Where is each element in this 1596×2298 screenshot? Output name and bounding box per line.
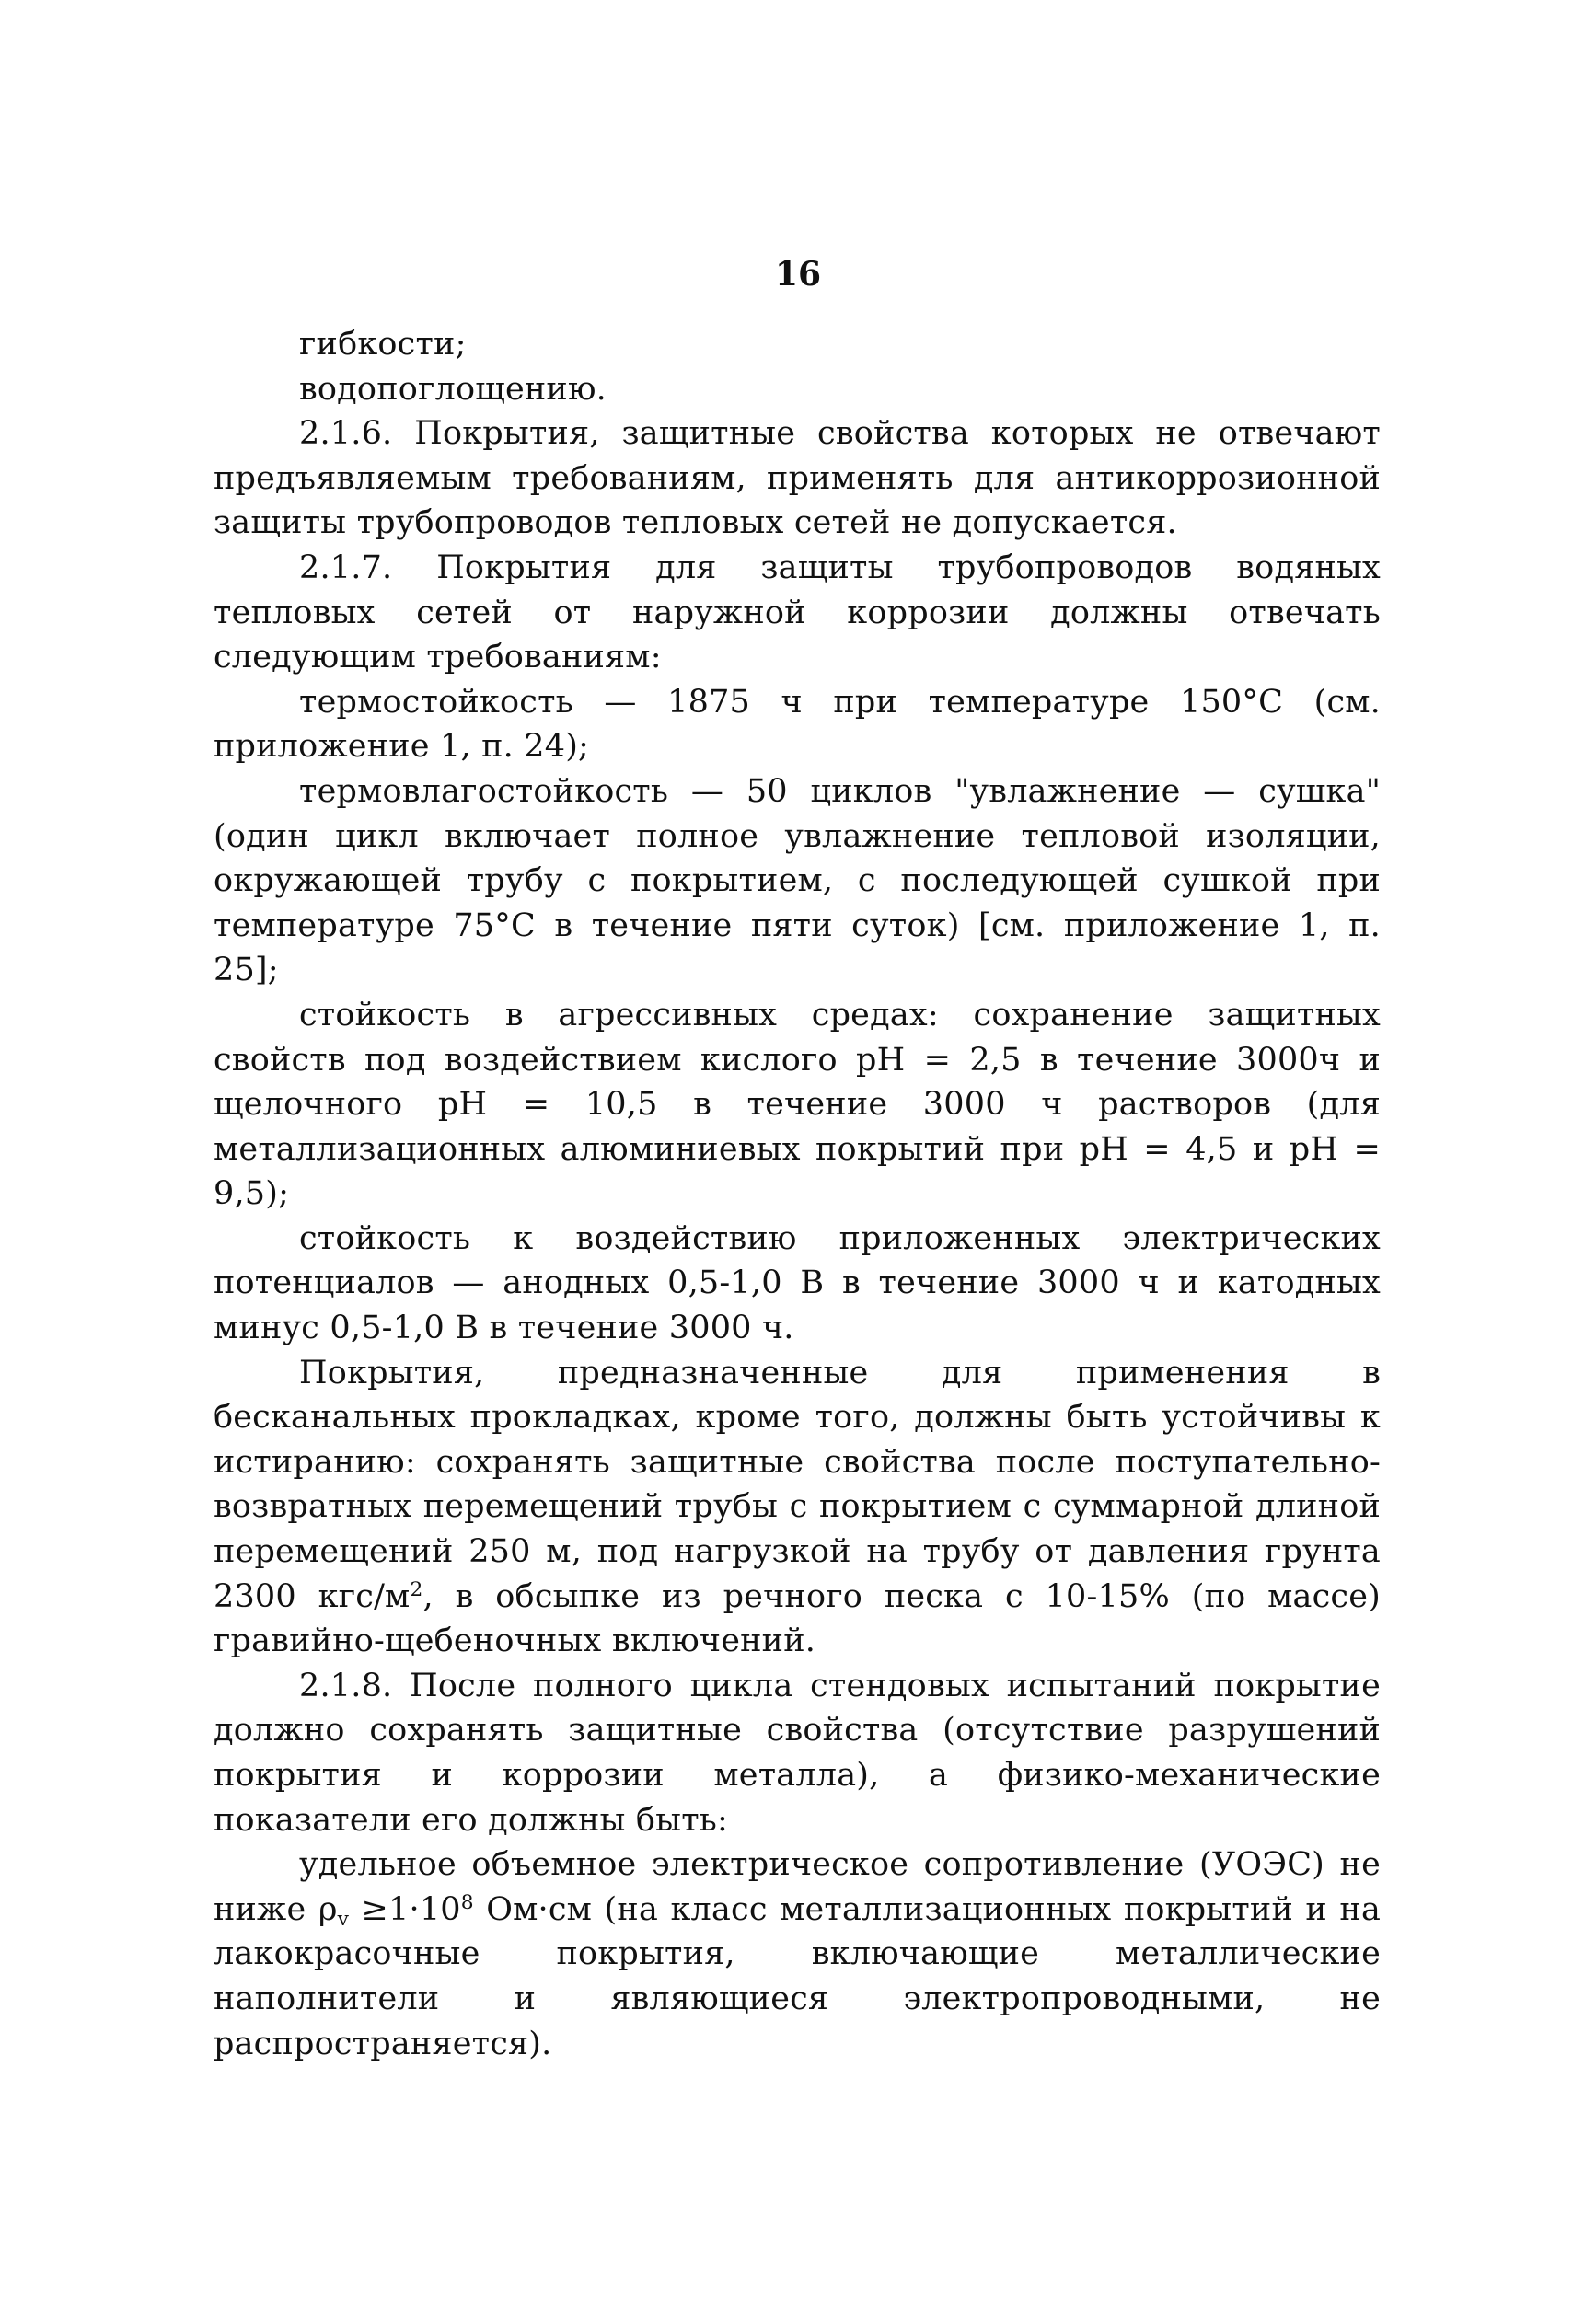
page-number: 16 [774, 255, 822, 294]
paragraph-text: 2.1.6. Покрытия, защитные свойства которых не отвечают предъявляемым требованиям, применять для антикоррозионной защиты трубопроводов тепловых сетей не допускается. [214, 415, 1381, 542]
list-item [214, 322, 1381, 367]
requirement-electric-potentials [214, 1217, 1381, 1351]
requirement-aggressive-media [214, 993, 1381, 1217]
requirement-resistivity [214, 1842, 1381, 2066]
requirement-thermo-moisture-resistance [214, 769, 1381, 993]
paragraph-text: стойкость в агрессивных средах: сохранение защитных свойств под воздействием кислого pH = 2,5 в течение 3000ч и щелочного pH = 10,5 в течение 3000 ч растворов (для металлизационных алюминиевых покрытий при pH = 4,5 и pH = 9,5); [214, 996, 1381, 1213]
paragraph-text: ≥1·10 [349, 1890, 461, 1928]
superscript: 2 [410, 1577, 423, 1601]
paragraph-text: стойкость к воздействию приложенных электрических потенциалов — анодных 0,5-1,0 В в течение 3000 ч и катодных минус 0,5-1,0 В в течение 3000 ч. [214, 1219, 1381, 1347]
requirement-abrasion [214, 1351, 1381, 1664]
paragraph-text: удельное объемное электрическое сопротивление (УОЭС) не ниже ρ [214, 1846, 1381, 1928]
requirement-heat-resistance [214, 680, 1381, 769]
paragraph-text: , в обсыпке из речного песка с 10-15% (по массе) гравийно-щебеночных включений. [214, 1577, 1381, 1660]
clause-2-1-7 [214, 546, 1381, 680]
clause-2-1-6 [214, 411, 1381, 546]
paragraph-text: водопоглощению. [299, 370, 607, 408]
paragraph-text: 2.1.7. Покрытия для защиты трубопроводов водяных тепловых сетей от наружной коррозии должны отвечать следующим требованиям: [214, 549, 1381, 676]
subscript: v [337, 1908, 350, 1932]
paragraph-text: Ом·см (на класс металлизационных покрытий и на лакокрасочные покрытия, включающие металлические наполнители и являющиеся электропроводными, не распространяется). [214, 1890, 1382, 2062]
clause-2-1-8 [214, 1664, 1381, 1842]
list-item [214, 367, 1381, 412]
document-body [214, 322, 1381, 2066]
paragraph-text: термостойкость — 1875 ч при температуре 150°С (см. приложение 1, п. 24); [214, 683, 1381, 766]
paragraph-text: гибкости; [299, 326, 467, 363]
paragraph-text: термовлагостойкость — 50 циклов "увлажнение — сушка" (один цикл включает полное увлажнение тепловой изоляции, окружающей трубу с покрытием, с последующей сушкой при температуре 75°С в течение пяти суток) [см. приложение 1, п. 25]; [214, 772, 1381, 989]
superscript: 8 [460, 1890, 474, 1914]
paragraph-text: Покрытия, предназначенные для применения в бесканальных прокладках, кроме того, должны быть устойчивы к истиранию: сохранять защитные свойства после поступательно-возвратных перемещений трубы с покрытием с суммарной длиной перемещений 250 м, под нагрузкой на трубу от давления грунта 2300 кгс/м [214, 1354, 1381, 1615]
paragraph-text: 2.1.8. После полного цикла стендовых испытаний покрытие должно сохранять защитные свойства (отсутствие разрушений покрытия и коррозии металла), а физико-механические показатели его должны быть: [214, 1667, 1381, 1839]
